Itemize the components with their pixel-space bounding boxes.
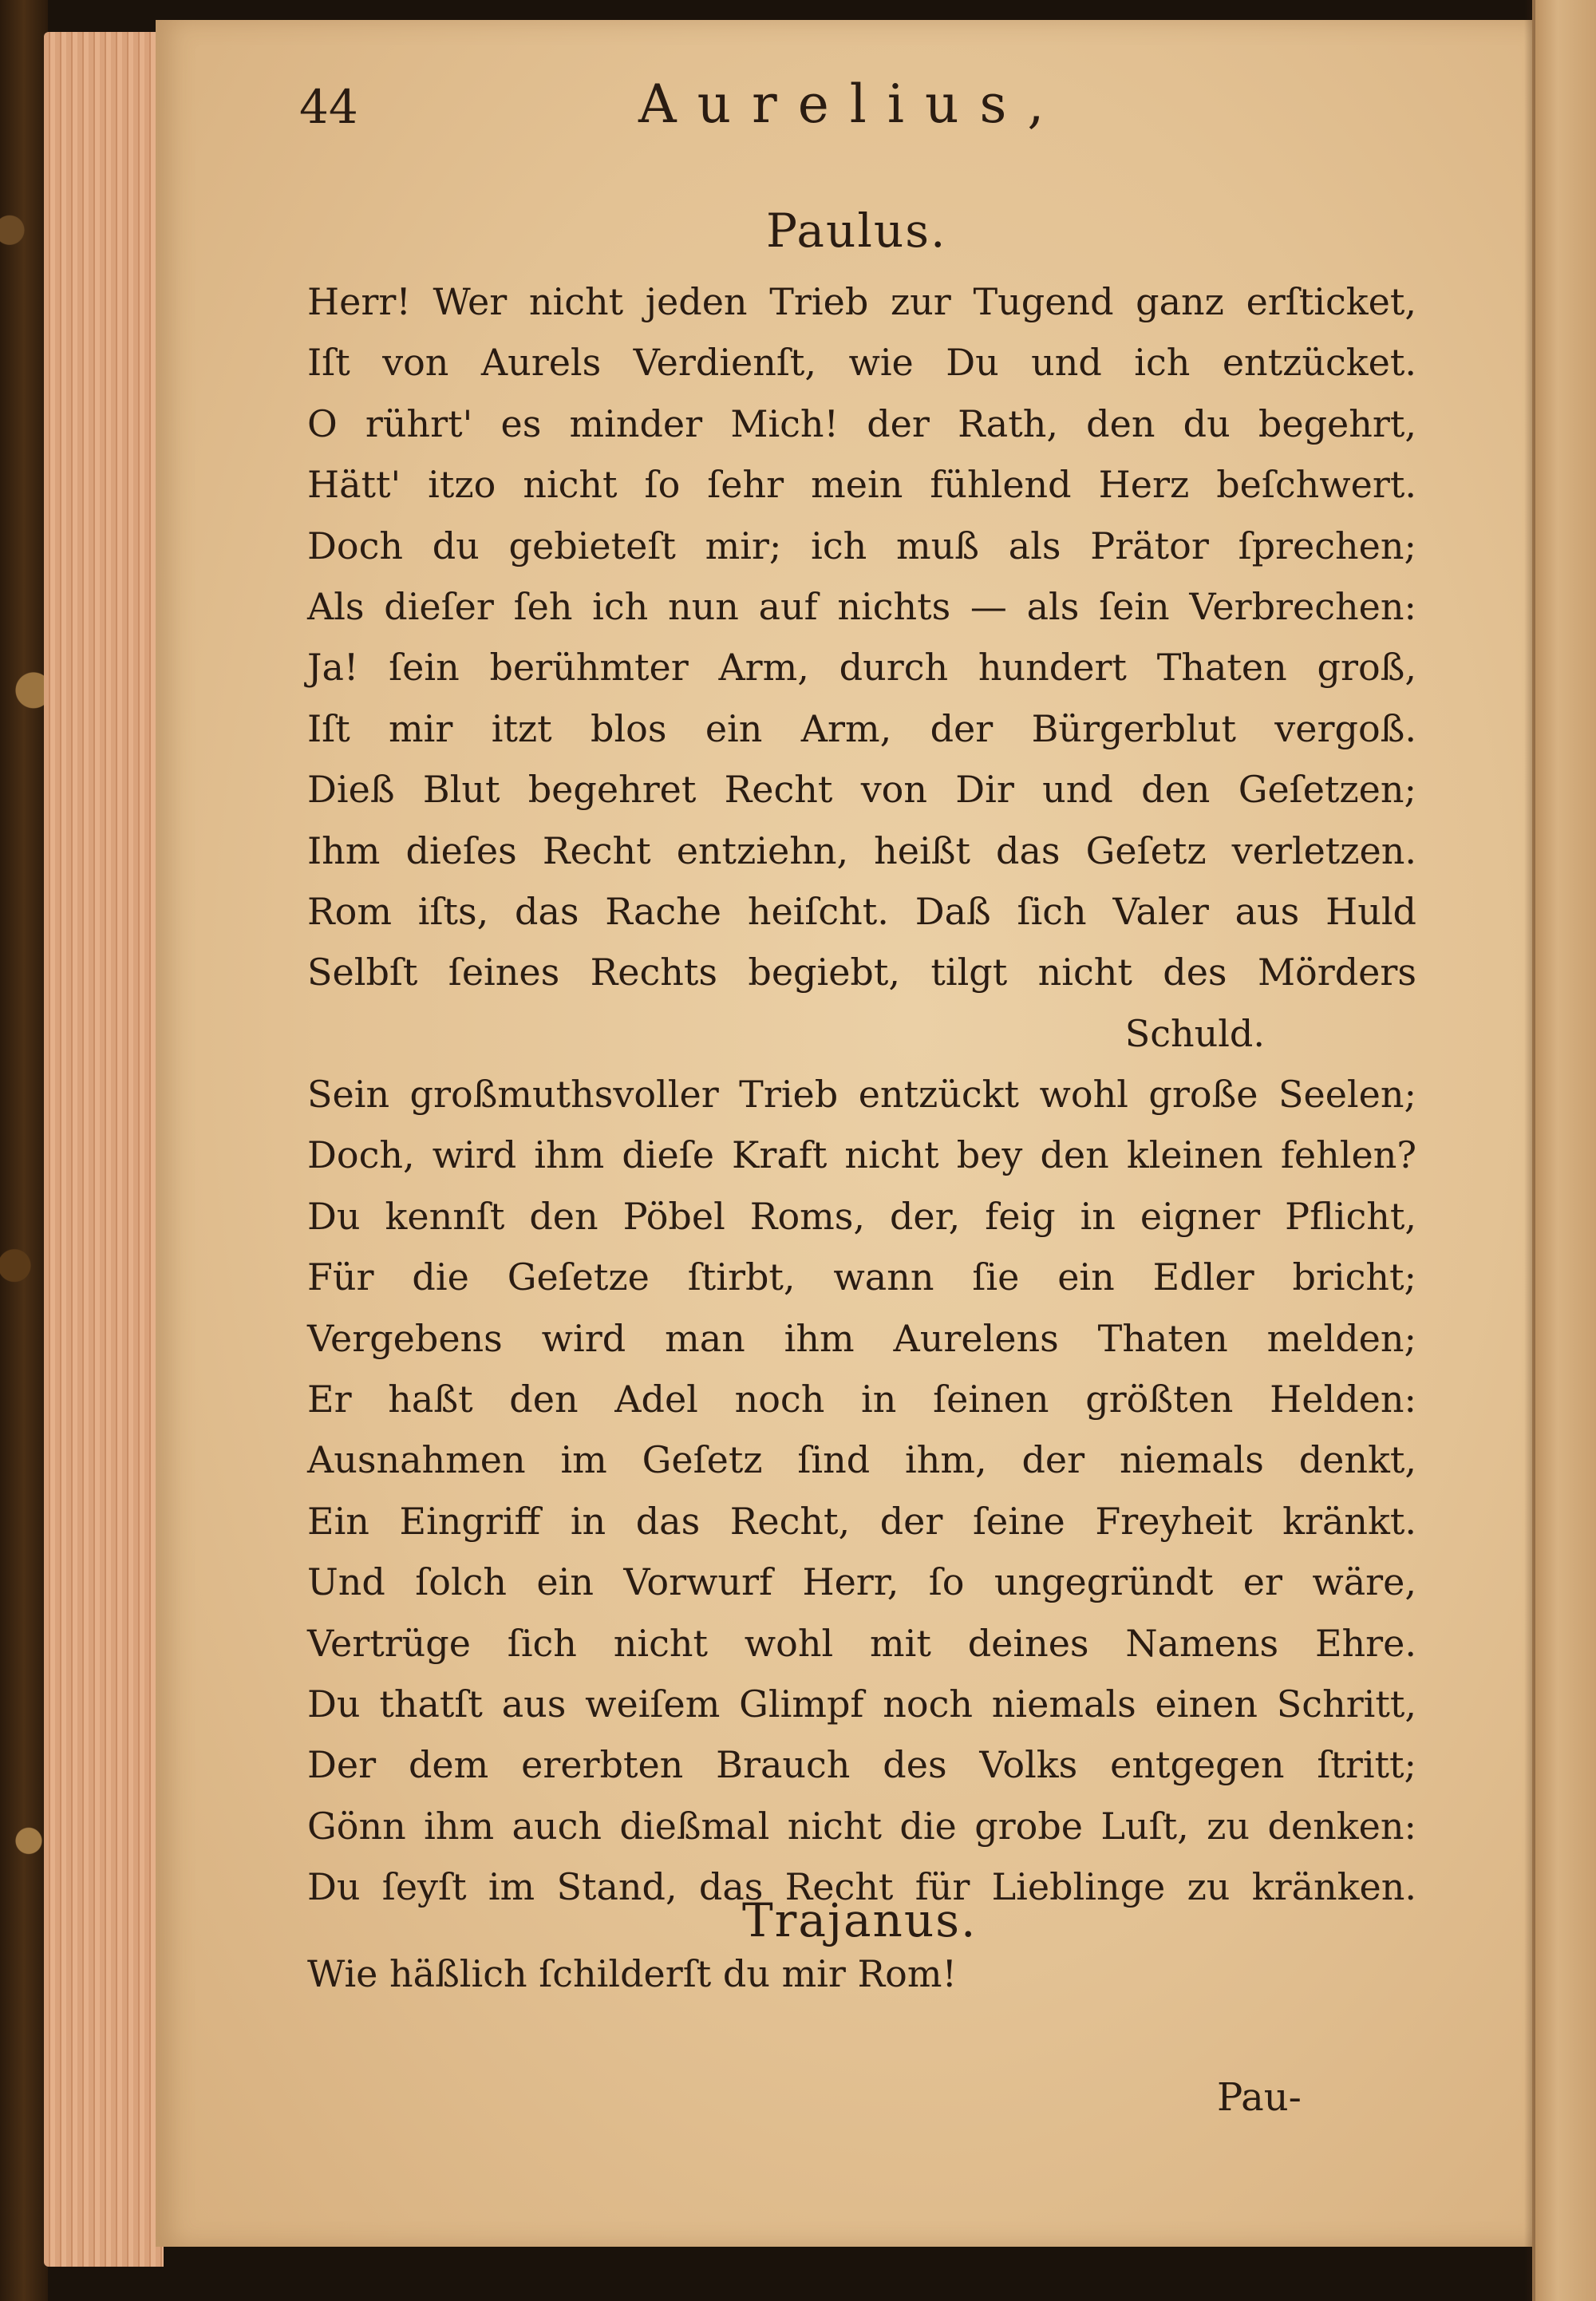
gutter-shadow bbox=[1524, 0, 1535, 2301]
speaker-paulus: Paulus. bbox=[766, 204, 947, 258]
verse-line: Du ſeyſt im Stand, das Recht für Lieblinge zu kränken. bbox=[307, 1865, 1416, 1909]
verse-line: Rom iſts, das Rache heiſcht. Daß ſich Valer aus Huld bbox=[307, 889, 1416, 933]
verse-line-trajanus: Wie häßlich ſchilderſt du mir Rom! bbox=[307, 1952, 957, 1995]
catchword: Pau- bbox=[1217, 2075, 1302, 2120]
facing-page-edge bbox=[1532, 0, 1596, 2301]
verse-line: Iſt mir itzt blos ein Arm, der Bürgerblut vergoß. bbox=[307, 706, 1416, 750]
verse-line: Ihm dieſes Recht entziehn, heißt das Geſetz verletzen. bbox=[307, 828, 1416, 872]
verse-line: Gönn ihm auch dießmal nicht die grobe Luſt, zu denken: bbox=[307, 1804, 1416, 1848]
verse-line: Für die Geſetze ſtirbt, wann ſie ein Edler bricht; bbox=[307, 1255, 1416, 1299]
verse-line-continuation: Schuld. bbox=[1124, 1011, 1265, 1055]
verse-line: Selbſt ſeines Rechts begiebt, tilgt nicht des Mörders bbox=[307, 951, 1416, 994]
speaker-trajanus: Trajanus. bbox=[742, 1893, 978, 1947]
verse-line: Du thatſt aus weiſem Glimpf noch niemals einen Schritt, bbox=[307, 1682, 1416, 1726]
page-number: 44 bbox=[299, 80, 358, 134]
verse-line: Ausnahmen im Geſetz ſind ihm, der niemals denkt, bbox=[307, 1438, 1416, 1482]
verse-line: Sein großmuthsvoller Trieb entzückt wohl große Seelen; bbox=[307, 1073, 1416, 1117]
verse-line: Dieß Blut begehret Recht von Dir und den Geſetzen; bbox=[307, 768, 1416, 812]
verse-line: Und ſolch ein Vorwurf Herr, ſo ungegründt er wäre, bbox=[307, 1560, 1416, 1604]
verse-line: Er haßt den Adel noch in ſeinen größten Helden: bbox=[307, 1378, 1416, 1421]
verse-line: Ein Eingriff in das Recht, der ſeine Freyheit kränkt. bbox=[307, 1499, 1416, 1543]
verse-block-paulus bbox=[307, 271, 1416, 1918]
book-cover-edge bbox=[0, 0, 48, 2301]
verse-line: Der dem ererbten Brauch des Volks entgegen ſtritt; bbox=[307, 1743, 1416, 1787]
verse-line: Ja! ſein berühmter Arm, durch hundert Thaten groß, bbox=[307, 646, 1416, 690]
verse-line: Herr! Wer nicht jeden Trieb zur Tugend ganz erſticket, bbox=[307, 280, 1416, 323]
verse-line: Doch du gebieteſt mir; ich muß als Prätor ſprechen; bbox=[307, 524, 1416, 567]
verse-line: Vertrüge ſich nicht wohl mit deines Namens Ehre. bbox=[307, 1621, 1416, 1665]
verse-line: O rührt' es minder Mich! der Rath, den du begehrt, bbox=[307, 401, 1416, 445]
verse-line: Doch, wird ihm dieſe Kraft nicht bey den kleinen fehlen? bbox=[307, 1133, 1416, 1177]
verse-line: Als dieſer ſeh ich nun auf nichts — als ſein Verbrechen: bbox=[307, 584, 1416, 628]
verse-line: Iſt von Aurels Verdienſt, wie Du und ich entzücket. bbox=[307, 341, 1416, 385]
page-stack-edges bbox=[44, 32, 164, 2267]
verse-line: Hätt' itzo nicht ſo ſehr mein fühlend Herz beſchwert. bbox=[307, 463, 1416, 507]
verse-line: Du kennſt den Pöbel Roms, der, feig in eigner Pflicht, bbox=[307, 1194, 1416, 1238]
verse-line: Vergebens wird man ihm Aurelens Thaten melden; bbox=[307, 1316, 1416, 1360]
running-title: Aurelius, bbox=[638, 73, 1065, 135]
